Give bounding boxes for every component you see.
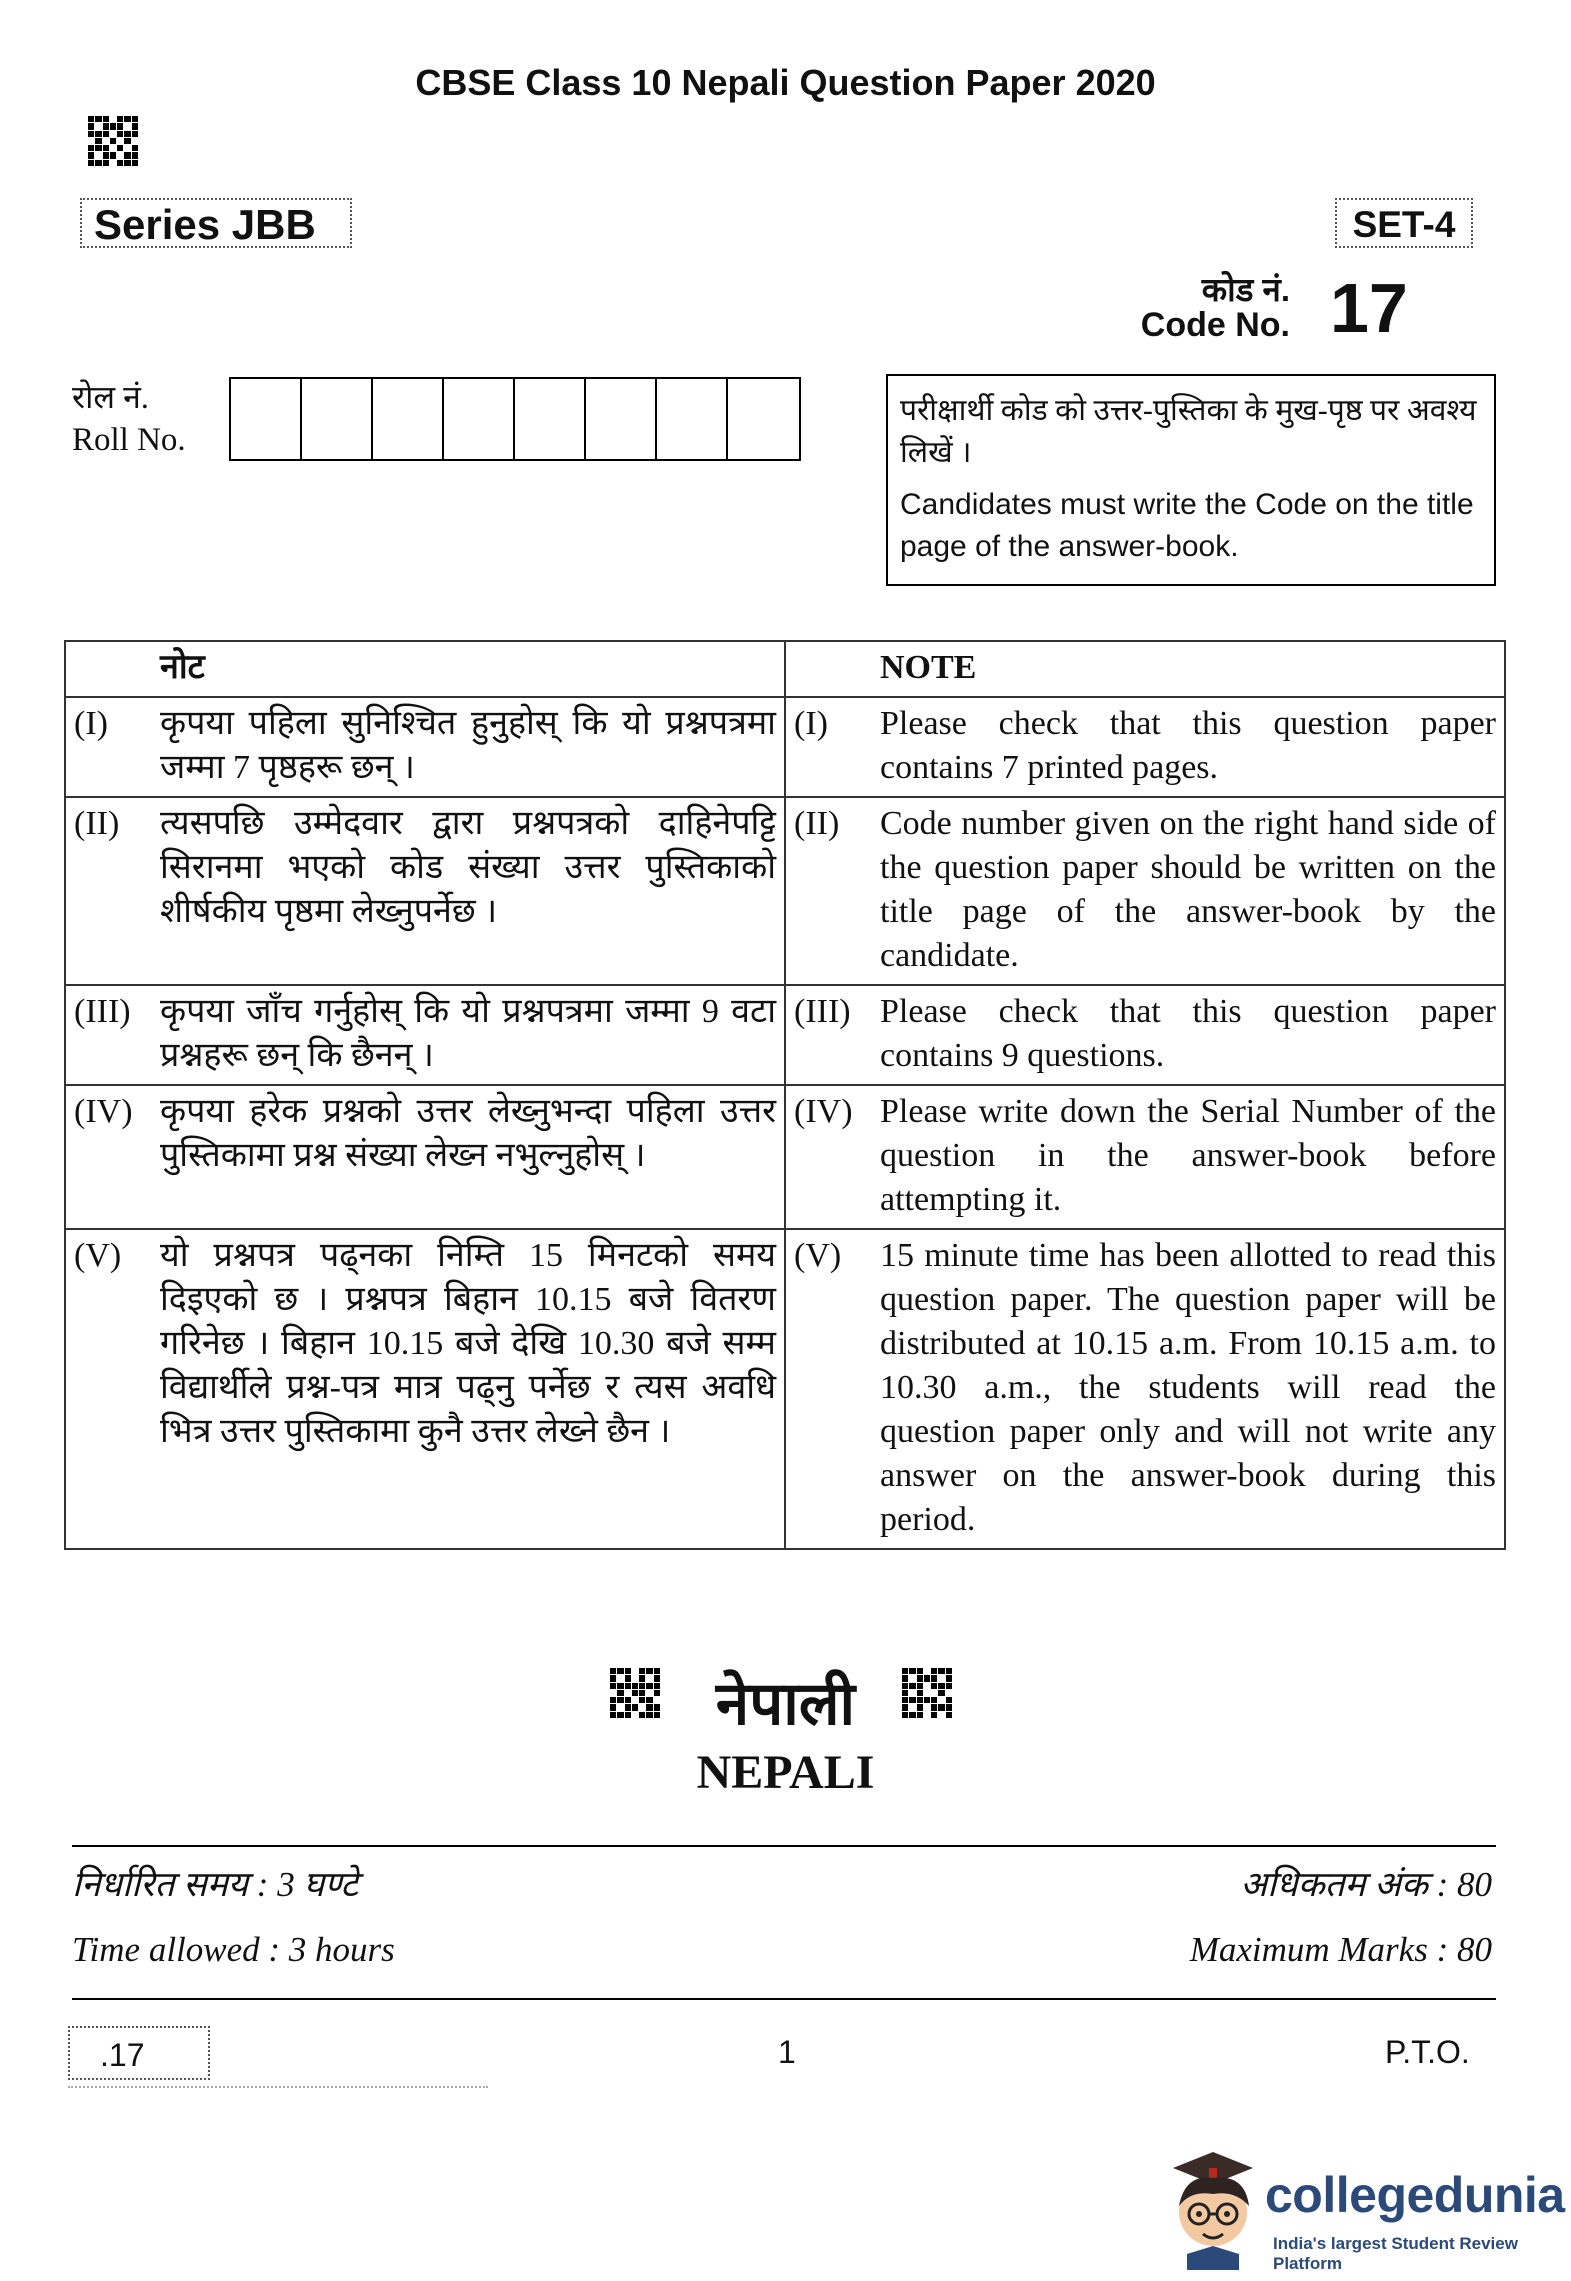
note-text-english: Please check that this question paper contains 7 printed pages. — [880, 705, 1496, 786]
note-text-hindi: कृपया पहिला सुनिश्चित हुनुहोस् कि यो प्रश्नपत्रमा जम्मा 7 पृष्ठहरू छन् । — [160, 705, 776, 786]
notes-header-row — [65, 641, 1505, 697]
maximum-marks-hindi: अधिकतम अंक : 80 — [1240, 1865, 1492, 1904]
subject-title-hindi: नेपाली — [715, 1671, 856, 1737]
code-instruction-box — [886, 374, 1496, 586]
page-number: 1 — [778, 2034, 796, 2070]
note-text-hindi: कृपया जाँच गर्नुहोस् कि यो प्रश्नपत्रमा जम्मा 9 वटा प्रश्नहरू छन् कि छैनन् । — [160, 993, 776, 1074]
note-number: (III) — [794, 993, 851, 1030]
subject-title: NEPALI — [696, 1746, 875, 1799]
roll-number-boxes[interactable] — [229, 377, 801, 461]
note-number: (II) — [74, 805, 120, 842]
footer-divider — [68, 2086, 488, 2088]
brand-name: collegedunia — [1265, 2167, 1565, 2223]
note-text-hindi: यो प्रश्नपत्र पढ्नका निम्ति 15 मिनटको समय दिइएको छ । प्रश्नपत्र बिहान 10.15 बजे वितरण गरिनेछ । बिहान 10.15 बजे देखि 10.30 बजे सम्म विद्यार्थीले प्रश्न-पत्र मात्र पढ्नु पर्नेछ र त्यस अवधि भित्र उत्तर पुस्तिकामा कुनै उत्तर लेख्ने छैन । — [160, 1237, 776, 1450]
note-number: (IV) — [794, 1093, 853, 1130]
note-number: (II) — [794, 805, 840, 842]
table-row — [65, 697, 1505, 797]
note-number: (III) — [74, 993, 131, 1030]
page-title: CBSE Class 10 Nepali Question Paper 2020 — [415, 62, 1156, 103]
note-number: (V) — [74, 1237, 122, 1274]
note-number: (V) — [794, 1237, 842, 1274]
note-text-english: Please check that this question paper contains 9 questions. — [880, 993, 1496, 1074]
note-text-hindi: कृपया हरेक प्रश्नको उत्तर लेख्नुभन्दा पहिला उत्तर पुस्तिकामा प्रश्न संख्या लेख्न नभुल्नुहोस् । — [160, 1093, 776, 1174]
notes-header-english: NOTE — [785, 641, 1505, 697]
notes-header-hindi: नोट — [65, 641, 785, 697]
roll-digit-box[interactable] — [586, 379, 657, 459]
code-instruction-english: Candidates must write the Code on the title page of the answer-book. — [900, 488, 1474, 563]
note-number: (I) — [74, 705, 108, 742]
time-allowed: Time allowed : 3 hours — [72, 1930, 395, 1969]
note-text-hindi: त्यसपछि उम्मेदवार द्वारा प्रश्नपत्रको दाहिनेपट्टि सिरानमा भएको कोड संख्या उत्तर पुस्तिकाको शीर्षकीय पृष्ठमा लेख्नुपर्नेछ । — [160, 805, 776, 930]
maximum-marks: Maximum Marks : 80 — [1189, 1930, 1492, 1969]
student-mascot-icon — [1165, 2150, 1261, 2270]
footer-code: .17 — [68, 2026, 210, 2080]
table-row — [65, 985, 1505, 1085]
qr-code-icon — [88, 116, 138, 166]
pto-label: P.T.O. — [1385, 2034, 1470, 2070]
roll-label: Roll No. — [72, 422, 186, 458]
roll-digit-box[interactable] — [302, 379, 373, 459]
brand-tagline: India's largest Student Review Platform — [1273, 2234, 1518, 2273]
time-allowed-hindi: निर्धारित समय : 3 घण्टे — [72, 1865, 359, 1904]
roll-digit-box[interactable] — [657, 379, 728, 459]
note-text-english: Code number given on the right hand side of the question paper should be written on the title page of the answer-book by the candidate. — [880, 805, 1496, 974]
set-label: SET-4 — [1335, 198, 1473, 248]
divider — [72, 1845, 1496, 1847]
notes-table — [64, 640, 1506, 1550]
roll-digit-box[interactable] — [515, 379, 586, 459]
roll-digit-box[interactable] — [231, 379, 302, 459]
table-row — [65, 1229, 1505, 1549]
code-number: 17 — [1330, 269, 1408, 347]
note-number: (IV) — [74, 1093, 133, 1130]
roll-label-hindi: रोल नं. — [72, 379, 149, 415]
code-instruction-hindi: परीक्षार्थी कोड को उत्तर-पुस्तिका के मुख-पृष्ठ पर अवश्य लिखें । — [900, 394, 1477, 469]
roll-digit-box[interactable] — [373, 379, 444, 459]
code-label: Code No. — [1140, 306, 1290, 344]
note-text-english: Please write down the Serial Number of the question in the answer-book before attempting it. — [880, 1093, 1496, 1218]
note-text-english: 15 minute time has been allotted to read this question paper. The question paper will be distributed at 10.15 a.m. From 10.15 a.m. to 10.30 a.m., the students will read the question paper only and will not write any answer on the answer-book during this period. — [880, 1237, 1496, 1538]
table-row — [65, 797, 1505, 985]
table-row — [65, 1085, 1505, 1229]
series-label: Series JBB — [80, 198, 352, 248]
roll-digit-box[interactable] — [444, 379, 515, 459]
brand-logo[interactable] — [1165, 2150, 1565, 2273]
note-number: (I) — [794, 705, 828, 742]
code-label-hindi: कोड नं. — [1201, 271, 1290, 308]
divider — [72, 1998, 1496, 2000]
roll-digit-box[interactable] — [728, 379, 799, 459]
